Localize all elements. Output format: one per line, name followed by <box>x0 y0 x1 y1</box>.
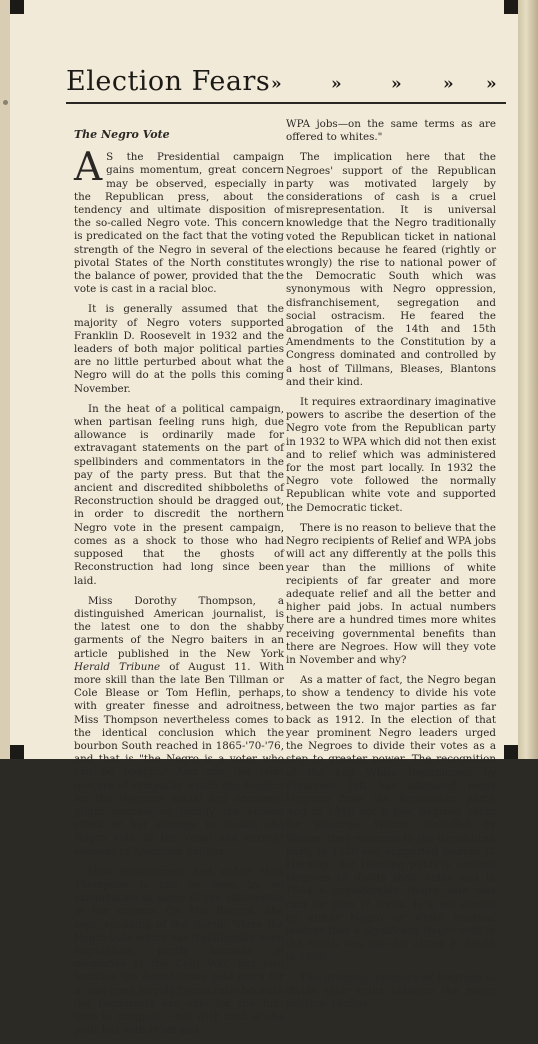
left-column <box>74 122 284 1044</box>
paragraph: How misinformed and unfair Miss Thompson is can be seen by an examination of some of the statements in her column, On The Record. She says, speaking of the North: "Here the Negro vote which has traditionally been Republican, partly because of memories of the Civil War, but also because the Republicans paid more for it, has gone largely Democratic because the Democrats are able for the first time to compete —not with cash at the polls but with relief and <box>74 865 284 1037</box>
chevron-2: » <box>331 74 342 94</box>
paragraph: WPA jobs—on the same terms as are offered to whites." <box>286 118 496 144</box>
chevron-5: » <box>486 74 497 94</box>
paragraph: As a matter of fact, the Negro began to show a tendency to divide his vote between the two major parties as far back as 1912. In the election of that year prominent Negro leaders urged the Negroes to divide their votes as a step to greater power. The recognition of the Lily White Republicans by President Taft had alienated many Negroes from the Republican party. And in 1916 not a few Negroes voted for Woodrow Wilson. Rebuffed by Wilson, they returned to the Republican party in 1920 and supported Warren G. Harding. But Harding publicly advised Negroes to divide their votes and in 1924 a considerable Negro vote was cast for John W. Davis. It is not denied by either Negro or white political leaders that a significant Negro vote in the North was cast for Alfred E. Smith in 1928. <box>286 674 496 964</box>
page-binding <box>0 0 10 759</box>
drop-cap: A <box>74 145 103 191</box>
paragraph: There is no reason to believe that the Negro recipients of Relief and WPA jobs will act any differently at the polls this year than the millions of white recipients of far greater and more adequate relief and all the better and higher paid jobs. In actual numbers there are a hundred times more whites receiving governmental benefits than there are Negroes. How will they vote in November and why? <box>286 521 496 666</box>
paragraph-text: Miss Dorothy Thompson, a distinguished American journalist, is the latest one to don the shabby garments of the Negro baiters in an article published in the New York <box>74 594 284 660</box>
scan-corner-mark <box>10 0 24 14</box>
header-rule <box>66 102 506 104</box>
page-stack-edge <box>518 0 538 759</box>
page-header <box>66 66 506 102</box>
chevron-1: » <box>271 74 282 94</box>
binding-hole <box>3 100 8 105</box>
scan-corner-mark <box>10 745 24 759</box>
chevron-3: » <box>391 74 402 94</box>
scan-corner-mark <box>504 745 518 759</box>
paragraph: It requires extraordinary imaginative powers to ascribe the desertion of the Negro vote from the Republican party in 1932 to WPA which did not then exist and to relief which was administered for the most part locally. In 1932 the Negro vote followed the normally Republican white vote and supported the Democratic ticket. <box>286 396 496 514</box>
page-title: Election Fears <box>66 66 271 97</box>
scan-corner-mark <box>504 0 518 14</box>
newspaper-title: Herald Tribune <box>74 660 161 673</box>
paragraph <box>74 145 284 296</box>
section-heading: The Negro Vote <box>74 128 170 141</box>
paragraph: It is generally assumed that the majority of Negro voters supported Franklin D. Roosevelt in 1932 and the leaders of both major political parties are no little perturbed about what the Negro will do at the polls this coming November. <box>74 303 284 395</box>
paragraph: The implication here that the Negroes' support of the Republican party was motivated largely by considerations of cash is a cruel misrepresentation. It is universal knowledge that the Negro traditionally voted the Republican ticket in national elections because he feared (rightly or wrongly) the rise to national power of the Democratic South which was synonymous with Negro oppression, disfranchisement, segregation and social ostracism. He feared the abrogation of the 14th and 15th Amendments to the Constitution by a Congress dominated and controlled by a host of Tillmans, Bleases, Blantons and their kind. <box>286 151 496 388</box>
chevron-4: » <box>443 74 454 94</box>
paragraph <box>74 595 284 859</box>
paragraph-text: S the Presidential campaign gains momentum, great concern may be observed, especially in the Republican press, about the tendency and ultimate disposition of the so-called Negro vote. This concern is predicated on the fact that the voting strength of the Negro in several of the pivotal States of the North constitutes the balance of power, provided that the vote is cast in a racial bloc. <box>74 151 284 296</box>
right-column <box>286 118 496 1018</box>
paragraph: The growing tendency of Negroes to divide their votes between the major political parties <box>286 971 496 1010</box>
paragraph: In the heat of a political campaign, when partisan feeling runs high, due allowance is ordinarily made for extravagant statements on the part of spellbinders and commentators in the pay of the party press. But that the ancient and discredited shibboleths of Reconstruction should be dragged out, in order to discredit the northern Negro vote in the present campaign, comes as a shock to those who had supposed that the ghosts of Reconstruction had long since been laid. <box>74 402 284 587</box>
paragraph-text: of August 11. With more skill than the late Ben Tillman or Cole Blease or Tom Heflin, perhaps, with greater finesse and adroitness, Miss Thompson nevertheless comes to the identical conclusion which the bourbon South reached in 1865-'70-'76, and that is "the Negro is a voter who can be bought." Nor can the faint gesture of sympathy which she tenders for the Negroes' social and economic plight conceal or modify the vicious effect of her attempt to isolate the Negro vote as the venal and corrupt element of American politics. <box>74 660 285 858</box>
